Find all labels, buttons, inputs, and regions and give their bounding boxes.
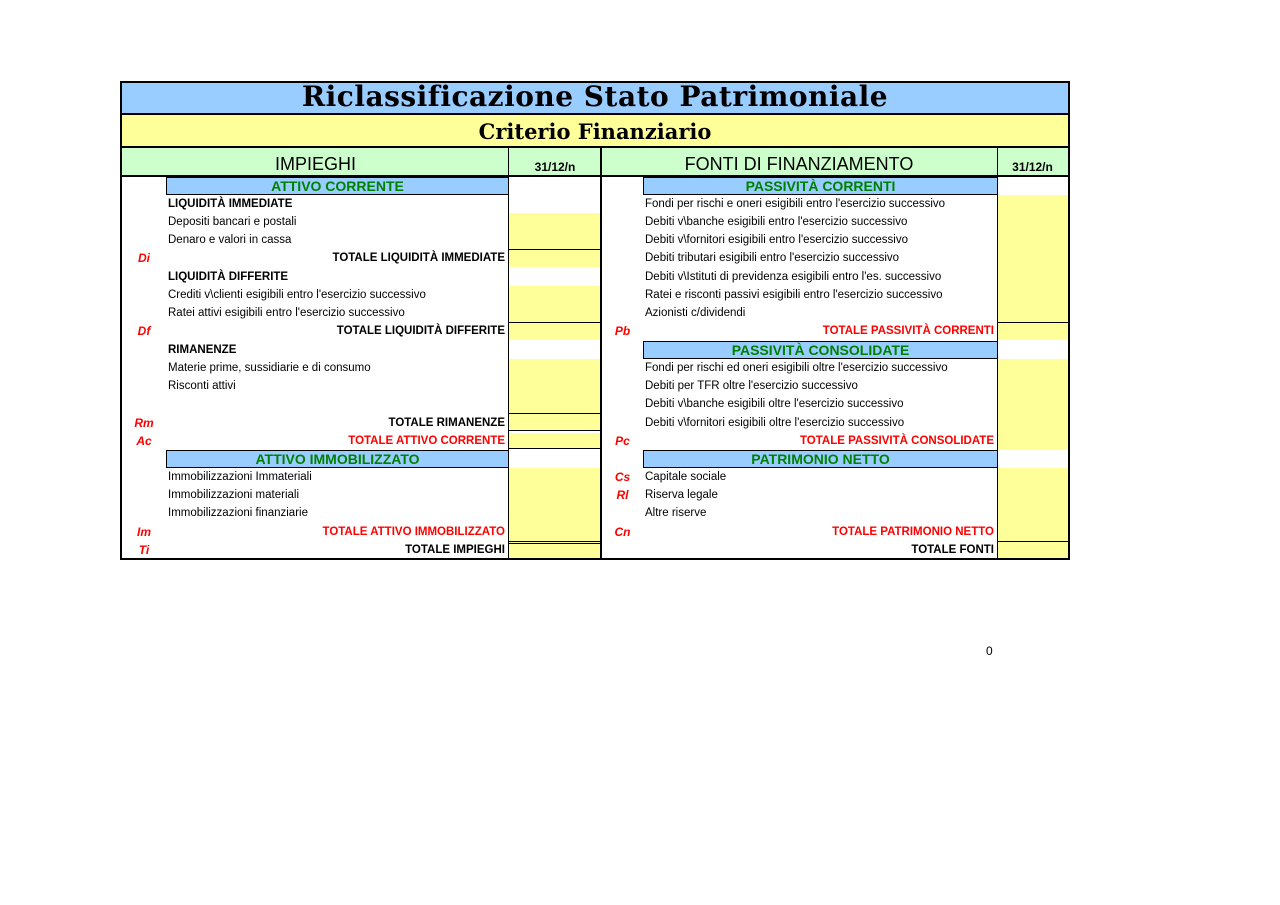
- code-label: Rm: [134, 416, 154, 430]
- input-cell[interactable]: [509, 286, 600, 322]
- section-passivita-correnti: PASSIVITÀ CORRENTI: [643, 177, 998, 195]
- code-label: Pc: [615, 434, 630, 448]
- input-cell[interactable]: [509, 468, 600, 541]
- total-fonti: TOTALE FONTI: [911, 544, 994, 556]
- row-label: Debiti per TFR oltre l'esercizio successivo: [645, 380, 858, 392]
- code-label: Cn: [614, 525, 631, 539]
- row-label: Debiti v\banche esigibili oltre l'esercizio successivo: [645, 398, 904, 410]
- row-label: Depositi bancari e postali: [168, 216, 297, 228]
- total-cell[interactable]: [509, 249, 600, 267]
- total-cell[interactable]: [997, 541, 1068, 558]
- total-attivo-corrente: TOTALE ATTIVO CORRENTE: [348, 435, 505, 447]
- input-cell[interactable]: [997, 359, 1068, 450]
- section-passivita-consolidate: PASSIVITÀ CONSOLIDATE: [643, 341, 998, 359]
- code-label: Di: [138, 251, 150, 265]
- code-label: Df: [137, 324, 151, 338]
- row-label: Crediti v\clienti esigibili entro l'esercizio successivo: [168, 289, 426, 301]
- rimanenze-heading: RIMANENZE: [168, 344, 237, 356]
- row-label: Debiti v\banche esigibili entro l'esercizio successivo: [645, 216, 908, 228]
- sheet-subtitle: Criterio Finanziario: [122, 115, 1068, 148]
- row-label: Immobilizzazioni materiali: [168, 489, 300, 501]
- total-cell[interactable]: [509, 433, 600, 449]
- section-attivo-corrente: ATTIVO CORRENTE: [166, 177, 509, 195]
- row-label: Ratei e risconti passivi esigibili entro l'esercizio successivo: [645, 289, 943, 301]
- total-patrimonio-netto: TOTALE PATRIMONIO NETTO: [832, 526, 994, 538]
- total-cell[interactable]: [509, 413, 600, 431]
- page-number: 0: [986, 644, 993, 658]
- row-label: Debiti v\fornitori esigibili entro l'esercizio successivo: [645, 234, 908, 246]
- right-date-header: 31/12/n: [997, 148, 1068, 177]
- row-label: Altre riserve: [645, 507, 707, 519]
- section-patrimonio-netto: PATRIMONIO NETTO: [643, 450, 998, 468]
- row-label: Ratei attivi esigibili entro l'esercizio successivo: [168, 307, 405, 319]
- input-cell[interactable]: [997, 195, 1068, 322]
- row-label: Debiti v\Istituti di previdenza esigibili entro l'es. successivo: [645, 271, 942, 283]
- row-label: Immobilizzazioni finanziarie: [168, 507, 308, 519]
- row-label: Fondi per rischi e oneri esigibili entro l'esercizio successivo: [645, 198, 946, 210]
- code-label: Rl: [616, 488, 629, 502]
- input-cell[interactable]: [509, 359, 600, 413]
- code-label: Ti: [138, 543, 150, 557]
- code-label: Pb: [614, 324, 631, 338]
- total-passivita-consolidate: TOTALE PASSIVITÀ CONSOLIDATE: [799, 435, 994, 447]
- code-label: Im: [136, 525, 151, 539]
- total-rimanenze: TOTALE RIMANENZE: [388, 417, 505, 429]
- section-attivo-immobilizzato: ATTIVO IMMOBILIZZATO: [166, 450, 509, 468]
- row-label: Fondi per rischi ed oneri esigibili oltre l'esercizio successivo: [645, 362, 948, 374]
- total-attivo-immobilizzato: TOTALE ATTIVO IMMOBILIZZATO: [322, 526, 505, 538]
- total-passivita-correnti: TOTALE PASSIVITÀ CORRENTI: [822, 325, 994, 337]
- code-label: Ac: [136, 434, 152, 448]
- row-label: Debiti v\fornitori esigibili oltre l'esercizio successivo: [645, 417, 905, 429]
- sheet-title: Riclassificazione Stato Patrimoniale: [122, 83, 1068, 115]
- total-liquidita-immediate: TOTALE LIQUIDITÀ IMMEDIATE: [332, 252, 505, 264]
- row-label: Azionisti c/dividendi: [645, 307, 746, 319]
- row-label: Risconti attivi: [168, 380, 236, 392]
- code-label: Cs: [614, 470, 631, 484]
- row-label: Capitale sociale: [645, 471, 727, 483]
- balance-sheet-table: [120, 81, 1070, 560]
- fonti-header: FONTI DI FINANZIAMENTO: [601, 148, 997, 177]
- row-label: Riserva legale: [645, 489, 718, 501]
- liquidita-differite-heading: LIQUIDITÀ DIFFERITE: [168, 271, 289, 283]
- row-label: Denaro e valori in cassa: [168, 234, 292, 246]
- total-cell[interactable]: [509, 322, 600, 340]
- input-cell[interactable]: [997, 468, 1068, 541]
- left-date-header: 31/12/n: [509, 148, 601, 177]
- total-liquidita-differite: TOTALE LIQUIDITÀ DIFFERITE: [336, 325, 505, 337]
- input-cell[interactable]: [509, 213, 600, 249]
- row-label: Immobilizzazioni Immateriali: [168, 471, 312, 483]
- row-label: Debiti tributari esigibili entro l'esercizio successivo: [645, 252, 900, 264]
- row-label: Materie prime, sussidiarie e di consumo: [168, 362, 371, 374]
- total-impieghi: TOTALE IMPIEGHI: [405, 544, 505, 556]
- impieghi-header: IMPIEGHI: [122, 148, 509, 177]
- liquidita-immediate-heading: LIQUIDITÀ IMMEDIATE: [168, 198, 293, 210]
- total-cell[interactable]: [997, 322, 1068, 340]
